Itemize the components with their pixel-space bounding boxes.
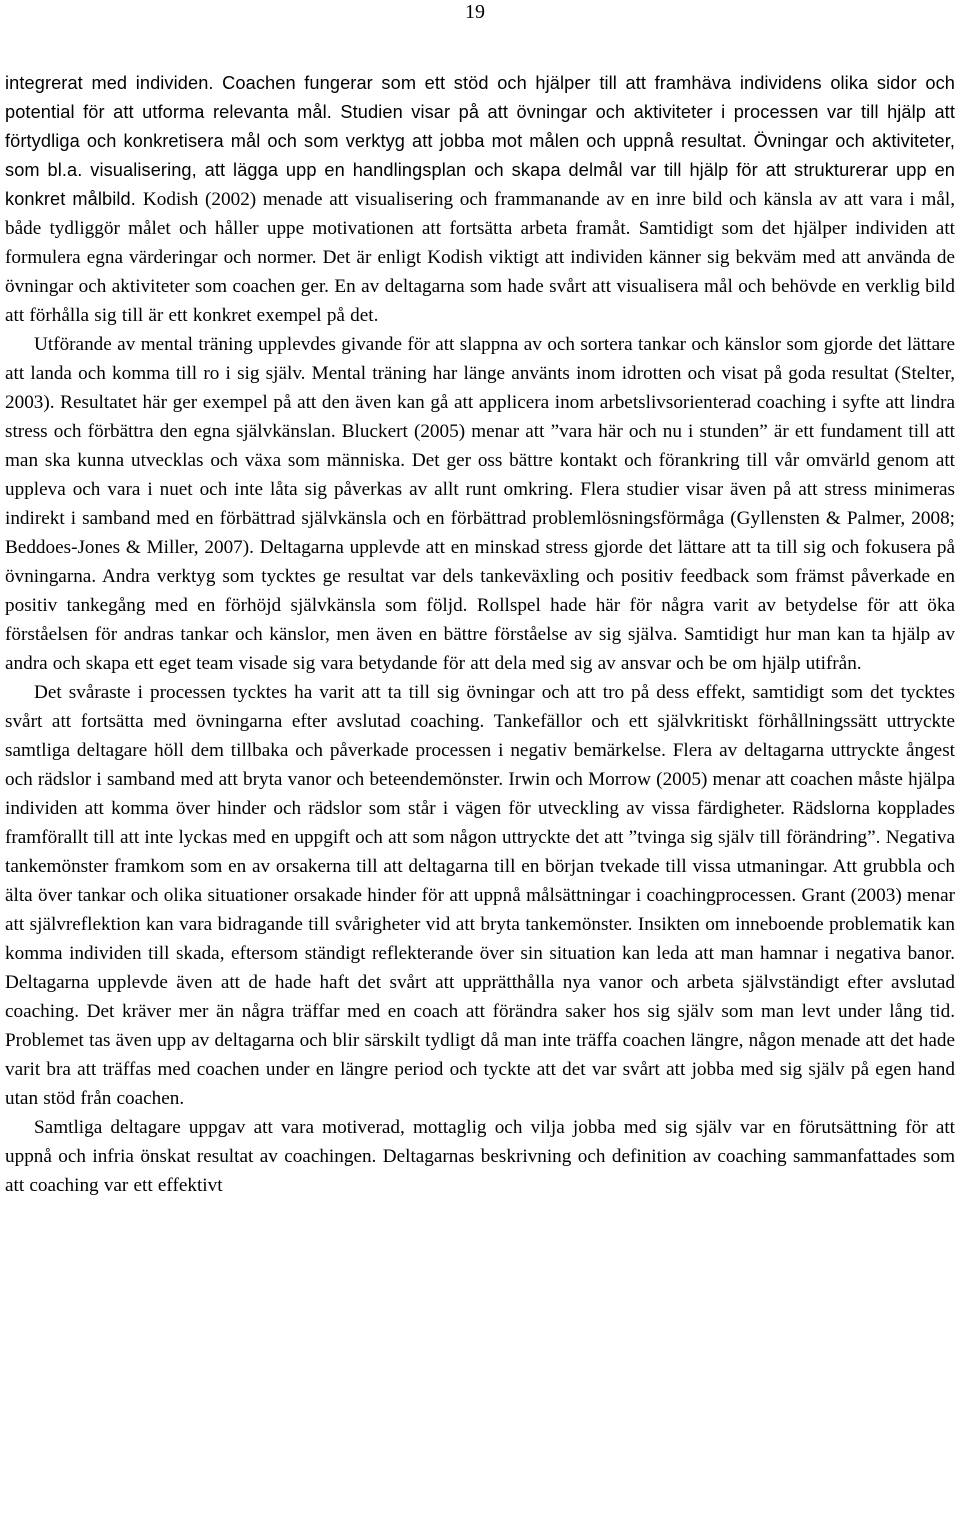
paragraph-1-serif-segment: Kodish (2002) menade att visualisering och frammanande av en inre bild och känsla av att vara i mål, både tydliggör målet och håller uppe motivationen att fortsätta arbeta framåt. Samtidigt som det hjälper individen att formulera egna värderingar och normer. Det är enligt Kodish viktigt att individen känner sig bekväm med att använda de övningar och aktiviteter som coachen ger. En av deltagarna som hade svårt att visualisera mål och behövde en verklig bild att förhålla sig till är ett konkret exempel på det. (5, 189, 956, 326)
paragraph-2 (5, 330, 955, 678)
paragraph-4-text: Samtliga deltagare uppgav att vara motiverad, mottaglig och vilja jobba med sig själv var en förutsättning för att uppnå och infria önskat resultat av coachingen. Deltagarnas beskrivning och definition av coaching sammanfattades som att coaching var ett effektivt (5, 1117, 955, 1196)
paragraph-2-text: Utförande av mental träning upplevdes givande för att slappna av och sortera tankar och känslor som gjorde det lättare att landa och komma till ro i sig själv. Mental träning har länge använts inom idrotten och visat på goda resultat (Stelter, 2003). Resultatet här ger exempel på att den även kan gå att applicera inom arbetslivsorienterad coaching i syfte att lindra stress och förbättra den egna självkänslan. Bluckert (2005) menar att ”vara här och nu i stunden” är ett fundament till att man ska kunna utvecklas och växa som människa. Det ger oss bättre kontakt och förankring till vår omvärld genom att uppleva och vara i nuet och inte låta sig påverkas av allt runt omkring. Flera studier visar även på att stress minimeras indirekt i samband med en förbättrad självkänsla och en förbättrad problemlösningsförmåga (Gyllensten & Palmer, 2008; Beddoes-Jones & Miller, 2007). Deltagarna upplevde att en minskad stress gjorde det lättare att ta till sig och fokusera på övningarna. Andra verktyg som tycktes ge resultat var dels tankeväxling och positiv feedback som främst påverkade en positiv tankegång med en förhöjd självkänsla som följd. Rollspel hade här för några varit av betydelse för att öka förståelsen för andras tankar och känslor, men även en bättre förståelse av sig själva. Samtidigt hur man kan ta hjälp av andra och skapa ett eget team visade sig vara betydande för att dela med sig av ansvar och be om hjälp utifrån. (5, 334, 955, 674)
paragraph-3 (5, 678, 955, 1113)
page-number: 19 (465, 1, 485, 23)
body-text (5, 69, 955, 1200)
paragraph-3-text: Det svåraste i processen tycktes ha varit att ta till sig övningar och att tro på dess effekt, samtidigt som det tycktes svårt att fortsätta med övningarna efter avslutad coaching. Tankefällor och ett självkritiskt förhållningssätt uttryckte samtliga deltagare höll dem tillbaka och påverkade processen i negativ bemärkelse. Flera av deltagarna uttryckte ångest och rädslor i samband med att bryta vanor och beteendemönster. Irwin och Morrow (2005) menar att coachen måste hjälpa individen att komma över hinder och rädslor som står i vägen för utveckling av vissa färdigheter. Rädslorna kopplades framförallt till att inte lyckas med en uppgift och att som någon uttryckte det att ”tvinga sig själv till förändring”. Negativa tankemönster framkom som en av orsakerna till att deltagarna till en början tvekade till vissa utmaningar. Att grubbla och älta över tankar och olika situationer orsakade hinder för att uppnå målsättningar i coachingprocessen. Grant (2003) menar att självreflektion kan vara bidragande till svårigheter vid att bryta tankemönster. Insikten om inneboende problematik kan komma individen till skada, eftersom ständigt reflekterande över sin situation kan leda att man hamnar i negativa banor. Deltagarna upplevde även att de hade haft det svårt att upprätthålla nya vanor och arbeta självständigt efter avslutad coaching. Det kräver mer än några träffar med en coach att förändra saker hos sig själv som man levt under lång tid. Problemet tas även upp av deltagarna och blir särskilt tydligt då man inte träffa coachen längre, någon menade att det hade varit bra att träffas med coachen under en längre period och tyckte att det var svårt att jobba med sig själv på egen hand utan stöd från coachen. (5, 682, 955, 1109)
paragraph-1-sans-segment: integrerat med individen. Coachen fungerar som ett stöd och hjälper till att framhäva individens olika sidor och potential för att utforma relevanta mål. Studien visar på att övningar och aktiviteter i processen var till hjälp att förtydliga och konkretisera mål och som verktyg att jobba mot målen och uppnå resultat. Övningar och aktiviteter, som bl.a. visualisering, att lägga upp en handlingsplan och skapa delmål var till hjälp för att strukturerar upp en konkret målbild. (5, 73, 955, 209)
paragraph-1 (5, 69, 955, 330)
paragraph-4 (5, 1113, 955, 1200)
